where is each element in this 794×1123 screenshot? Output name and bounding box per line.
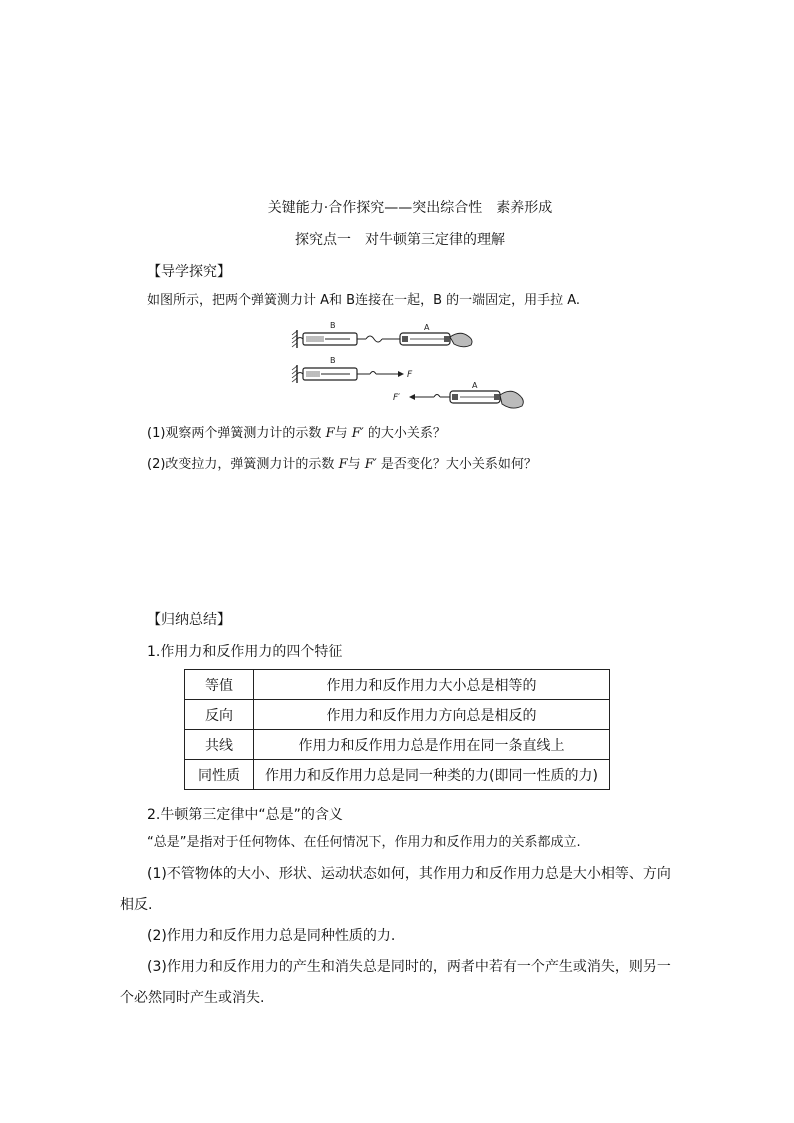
point-1: (1)不管物体的大小、形状、运动状态如何，其作用力和反作用力总是大小相等、方向相反.: [120, 866, 671, 913]
question-2-suffix: 是否变化？大小关系如何？: [376, 457, 537, 472]
point-3: (3)作用力和反作用力的产生和消失总是同时的，两者中若有一个产生或消失，则另一个必然同时产生或消失.: [120, 959, 671, 1006]
question-1-mid: 与: [334, 426, 352, 441]
spring-scale-figure: [288, 318, 533, 414]
table-key: 同性质: [185, 760, 254, 790]
table-row: [185, 700, 610, 730]
table-key: 等值: [185, 670, 254, 700]
table-value: 作用力和反作用力方向总是相反的: [254, 700, 610, 730]
table-value: 作用力和反作用力大小总是相等的: [254, 670, 610, 700]
point-2: (2)作用力和反作用力总是同种性质的力.: [147, 928, 396, 944]
guide-intro: 如图所示，把两个弹簧测力计 A和 B连接在一起，B 的一端固定，用手拉 A.: [147, 293, 581, 308]
table-row: [185, 760, 610, 790]
question-1-suffix: 的大小关系？: [363, 426, 446, 441]
table-key: 反向: [185, 700, 254, 730]
label-b-bottom: B: [330, 356, 336, 365]
table-row: [185, 730, 610, 760]
hand-bottom: [500, 391, 523, 408]
section-title: 关键能力·合作探究——突出综合性 素养形成: [267, 200, 553, 216]
hand-top: [450, 333, 472, 347]
wall-hatch-bottom: [292, 366, 297, 382]
label-f: F: [407, 370, 413, 380]
features-table: [184, 669, 610, 790]
item2-intro: “总是”是指对于任何物体、在任何情况下，作用力和反作用力的关系都成立.: [147, 835, 581, 850]
label-a-bottom: A: [472, 381, 478, 390]
question-2-mid: 与: [347, 457, 365, 472]
summary-heading: 【归纳总结】: [147, 612, 231, 628]
bottom-left-assembly: [292, 356, 413, 383]
question-2-f: F: [338, 457, 348, 472]
wall-hatch-top: [292, 331, 297, 347]
table-key: 共线: [185, 730, 254, 760]
label-b-top: B: [330, 321, 336, 330]
table-row: [185, 670, 610, 700]
question-2: [147, 456, 537, 474]
item1-title: 1.作用力和反作用力的四个特征: [147, 644, 343, 660]
question-2-fp: F′: [364, 457, 377, 472]
question-1-prefix: (1)观察两个弹簧测力计的示数: [147, 426, 326, 441]
question-1-f: F: [325, 426, 335, 441]
guide-heading: 【导学探究】: [147, 264, 231, 280]
question-2-prefix: (2)改变拉力，弹簧测力计的示数: [147, 457, 339, 472]
point-title: 探究点一 对牛顿第三定律的理解: [295, 232, 505, 248]
table-value: 作用力和反作用力总是同一种类的力(即同一性质的力): [254, 760, 610, 790]
bottom-right-assembly: [393, 381, 523, 408]
item2-title: 2.牛顿第三定律中“总是”的含义: [147, 807, 343, 823]
question-1-fp: F′: [351, 426, 364, 441]
label-f-prime: F′: [393, 393, 401, 403]
table-value: 作用力和反作用力总是作用在同一条直线上: [254, 730, 610, 760]
label-a-top: A: [424, 323, 430, 332]
question-1: [147, 425, 446, 443]
top-assembly: [292, 321, 472, 348]
